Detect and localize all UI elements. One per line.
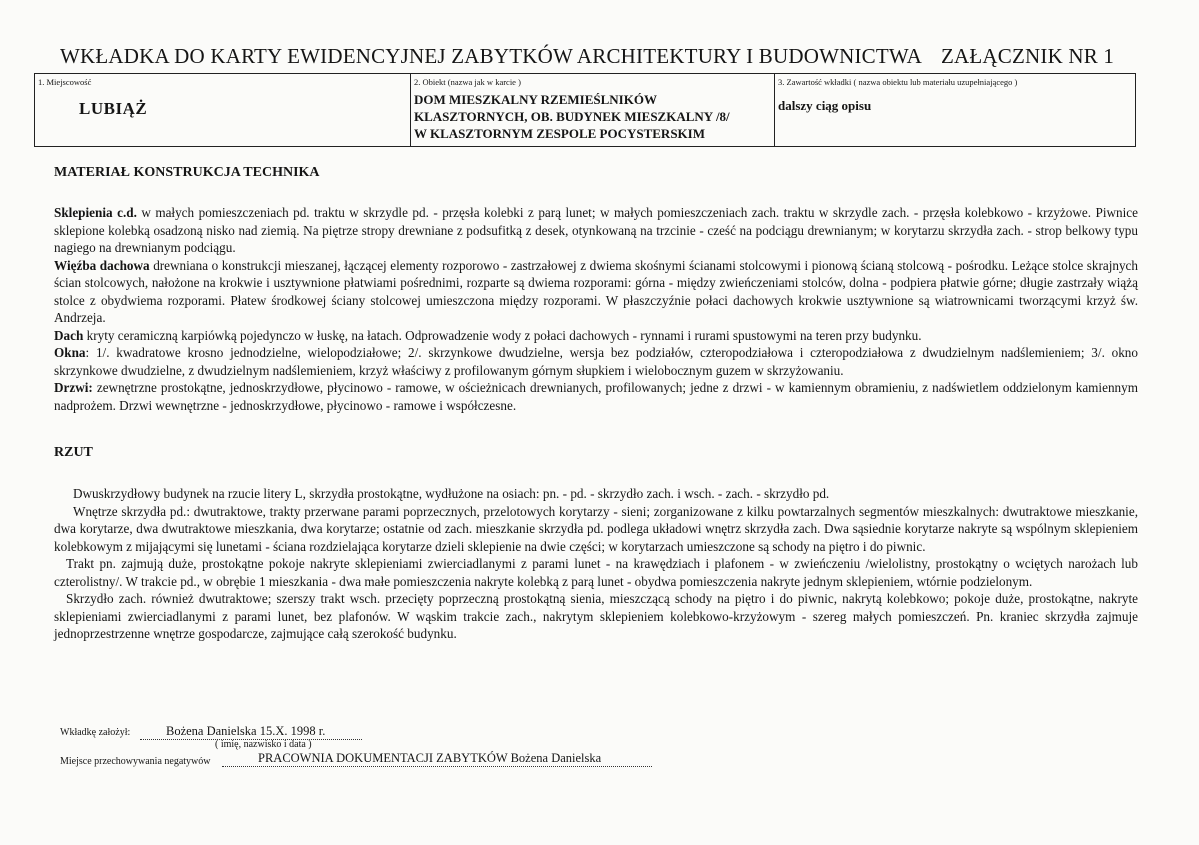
material-body [54, 204, 1138, 414]
object-field [410, 74, 774, 147]
rzut-paragraph: Dwuskrzydłowy budynek na rzucie litery L, skrzydła prostokątne, wydłużone na osiach: pn. - pd. - skrzydło zach. i wsch. - zach. - skrzydło pd. [73, 486, 830, 501]
locality-label: 1. Miejscowość [38, 77, 92, 87]
paragraph-drzwi [54, 379, 1138, 414]
paragraph-lead: Sklepienia c.d. [54, 205, 137, 220]
paragraph-text: drewniana o konstrukcji mieszanej, łączącej elementy rozporowo - zastrzałowej z dwiema skośnymi ścianami stolcowymi i pionową ścianą stolcową - pośrodku. Leżące stolce skrajnych ścian stolcowych, nałożone na krokwie i usztywnione płatwiami pośrednimi, rozparte są dwiema rozporami: górna - między zwieńczeniami stolców, dolna - podpiera płatwie górne; długie zastrzały wiążą stolce z obydwiema rozporami. Płatew środkowej ściany stolcowej umieszczona między rozporami. W płaszczyźnie połaci dachowych krokwie usztywnione są wiatrownicami tworzącymi krzyż św. Andrzeja. [54, 257, 1138, 325]
author-hint: ( imię, nazwisko i data ) [215, 739, 312, 750]
content-field [774, 74, 1136, 147]
paragraph-text: w małych pomieszczeniach pd. traktu w skrzydle pd. - przęsła kolebki z parą lunet; w małych pomieszczeniach zach. traktu w skrzydle zach. - przęsła kolebkowo - krzyżowe. Piwnice sklepione kolebką osadzoną nisko nad ziemią. Na piętrze stropy drewniane z podsufitką z desek, otynkowaną na trzcinie - cześć na podciągu drewnianym; w korytarzu skrzydła zach. - strop belkowy typu nagiego na drewnianym podciągu. [54, 205, 1138, 255]
paragraph-lead: Okna [54, 345, 86, 360]
material-heading: MATERIAŁ KONSTRUKCJA TECHNIKA [54, 165, 320, 180]
paragraph-okna [54, 344, 1138, 379]
paragraph-sklepienia [54, 204, 1138, 257]
paragraph-wiezba [54, 257, 1138, 327]
storage-label: Miejsce przechowywania negatywów [60, 756, 211, 767]
document-title: WKŁADKA DO KARTY EWIDENCYJNEJ ZABYTKÓW ARCHITEKTURY I BUDOWNICTWA [60, 44, 922, 68]
content-value: dalszy ciąg opisu [778, 98, 872, 113]
storage-value: PRACOWNIA DOKUMENTACJI ZABYTKÓW Bożena Danielska [222, 751, 652, 767]
content-label: 3. Zawartość wkładki ( nazwa obiektu lub materiału uzupełniającego ) [778, 77, 1018, 87]
locality-field [34, 74, 410, 147]
object-line-2: KLASZTORNYCH, OB. BUDYNEK MIESZKALNY /8/ [414, 109, 730, 124]
paragraph-dach [54, 327, 1138, 345]
paragraph-text: zewnętrzne prostokątne, jednoskrzydłowe, płycinowo - ramowe, w ościeżnicach drewnianych, profilowanych; jedne z drzwi - w kamiennym obramieniu, z nadświetlem oddzielonym kamiennym nadprożem. Drzwi wewnętrzne - jednoskrzydłowe, płycinowo - ramowe i współczesne. [54, 380, 1138, 413]
annex-number: ZAŁĄCZNIK NR 1 [941, 44, 1115, 68]
rzut-paragraph: Trakt pn. zajmują duże, prostokątne pokoje nakryte sklepieniami zwierciadlanymi z parami lunet - na krawędziach i plafonem - w zwieńczeniu /wielolistny, prostokątny o wciętych narożach lub czterolistny/. W trakcie pd., w obrębie 1 mieszkania - dwa małe pomieszczenia nakryte kolebką z parą lunet - obydwa pomieszczenia nakryte jednym sklepieniem, wtórnie podzielonym. [54, 556, 1138, 589]
paragraph-lead: Drzwi: [54, 380, 93, 395]
paragraph-lead: Dach [54, 327, 84, 343]
paragraph-text: : 1/. kwadratowe krosno jednodzielne, wielopodziałowe; 2/. skrzynkowe dwudzielne, wersja bez podziałów, czteropodziałowa i czteropodziałowa z dwudzielnym nadślemieniem; 3/. okno skrzynkowe dwudzielne, z dwudzielnym nadślemieniem, krzyż właściwy z profilowanym górnym słupkiem i wielobocznym guzem w skrzyżowaniu. [54, 345, 1138, 378]
paragraph-text: kryty ceramiczną karpiówką pojedynczo w łuskę, na łatach. Odprowadzenie wody z połaci dachowych - rynnami i rurami spustowymi na teren przy budynku. [83, 327, 922, 343]
rzut-paragraph: Wnętrze skrzydła pd.: dwutraktowe, trakty przerwane parami poprzecznych, przelotowych korytarzy - sieni; zorganizowane z kilku powtarzalnych segmentów mieszkalnych: dwutraktowe mieszkanie, dwa korytarze, dwa dwutraktowe mieszkania, dwa korytarze; ostatnie od zach. mieszkanie skrzydła pd. podlega układowi wnętrz skrzydła zach. Dwa sąsiednie korytarze nakryte są wspólnym sklepieniem kolebkowym z mijającymi się lunetami - ściana rozdzielająca korytarze dzieli sklepienie na dwie części; w korytarzach umieszczone są schody na piętro i do piwnic. [54, 503, 1138, 554]
paragraph-lead: Więźba dachowa [54, 257, 150, 273]
rzut-heading: RZUT [54, 445, 93, 460]
object-line-3: W KLASZTORNYM ZESPOLE POCYSTERSKIM [414, 126, 705, 141]
rzut-body [54, 485, 1138, 643]
locality-value: LUBIĄŻ [79, 99, 148, 118]
author-value: Bożena Danielska 15.X. 1998 r. [140, 724, 362, 740]
object-label: 2. Obiekt (nazwa jak w karcie ) [414, 77, 521, 87]
rzut-paragraph: Skrzydło zach. również dwutraktowe; szerszy trakt wsch. przecięty poprzeczną prostokątną sienia, mieszczącą schody na piętro i do piwnic, nakrytą kolebkowo; pokoje duże, prostokątne, nakryte sklepieniami zwierciadlanymi z parami lunet, bez plafonów. W wąskim trakcie zach., nakrytym sklepieniem kolebkowo-krzyżowym - szereg małych pomieszczeń. Pn. kraniec skrzydła zajmuje jednoprzestrzenne wnętrze gospodarcze, zajmujące całą szerokość budynku. [54, 591, 1138, 641]
object-line-1: DOM MIESZKALNY RZEMIEŚLNIKÓW [414, 92, 657, 107]
author-label: Wkładkę założył: [60, 727, 131, 738]
